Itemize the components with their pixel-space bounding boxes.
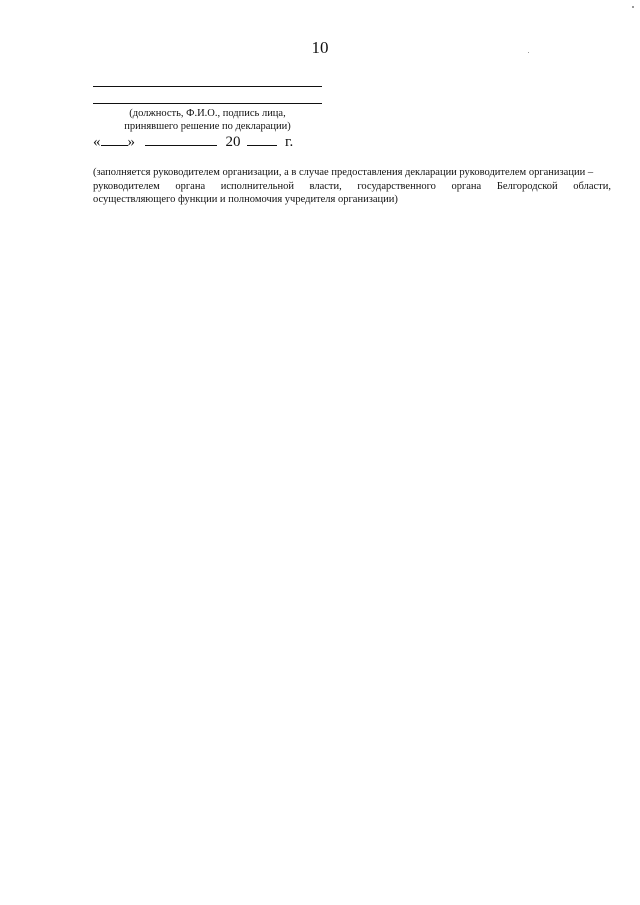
date-year-suffix: г. bbox=[285, 134, 294, 150]
scan-speck bbox=[632, 6, 634, 8]
page-number: 10 bbox=[311, 38, 329, 57]
date-open-quote: « bbox=[93, 134, 101, 150]
signature-field-line-1 bbox=[93, 86, 322, 87]
date-close-quote: » bbox=[127, 134, 135, 150]
scan-speck bbox=[528, 52, 529, 53]
date-year-blank bbox=[247, 131, 277, 146]
signature-caption-line-1: (должность, Ф.И.О., подпись лица, bbox=[129, 108, 286, 119]
signature-caption-line-2: принявшего решение по декларации) bbox=[124, 121, 291, 132]
date-century: 20 bbox=[225, 134, 241, 150]
date-month-blank bbox=[145, 131, 217, 146]
note-line-1: (заполняется руководителем организации, а в случае предоставления декларации руководителем организации – bbox=[93, 167, 594, 178]
date-day-blank bbox=[101, 131, 128, 146]
note-line-3: осуществляющего функции и полномочия учредителя организации) bbox=[93, 194, 398, 205]
signature-field-line-2 bbox=[93, 103, 322, 104]
date-line bbox=[93, 131, 293, 151]
note-line-2: руководителем органа исполнительной власти, государственного органа Белгородской области, bbox=[93, 181, 611, 192]
